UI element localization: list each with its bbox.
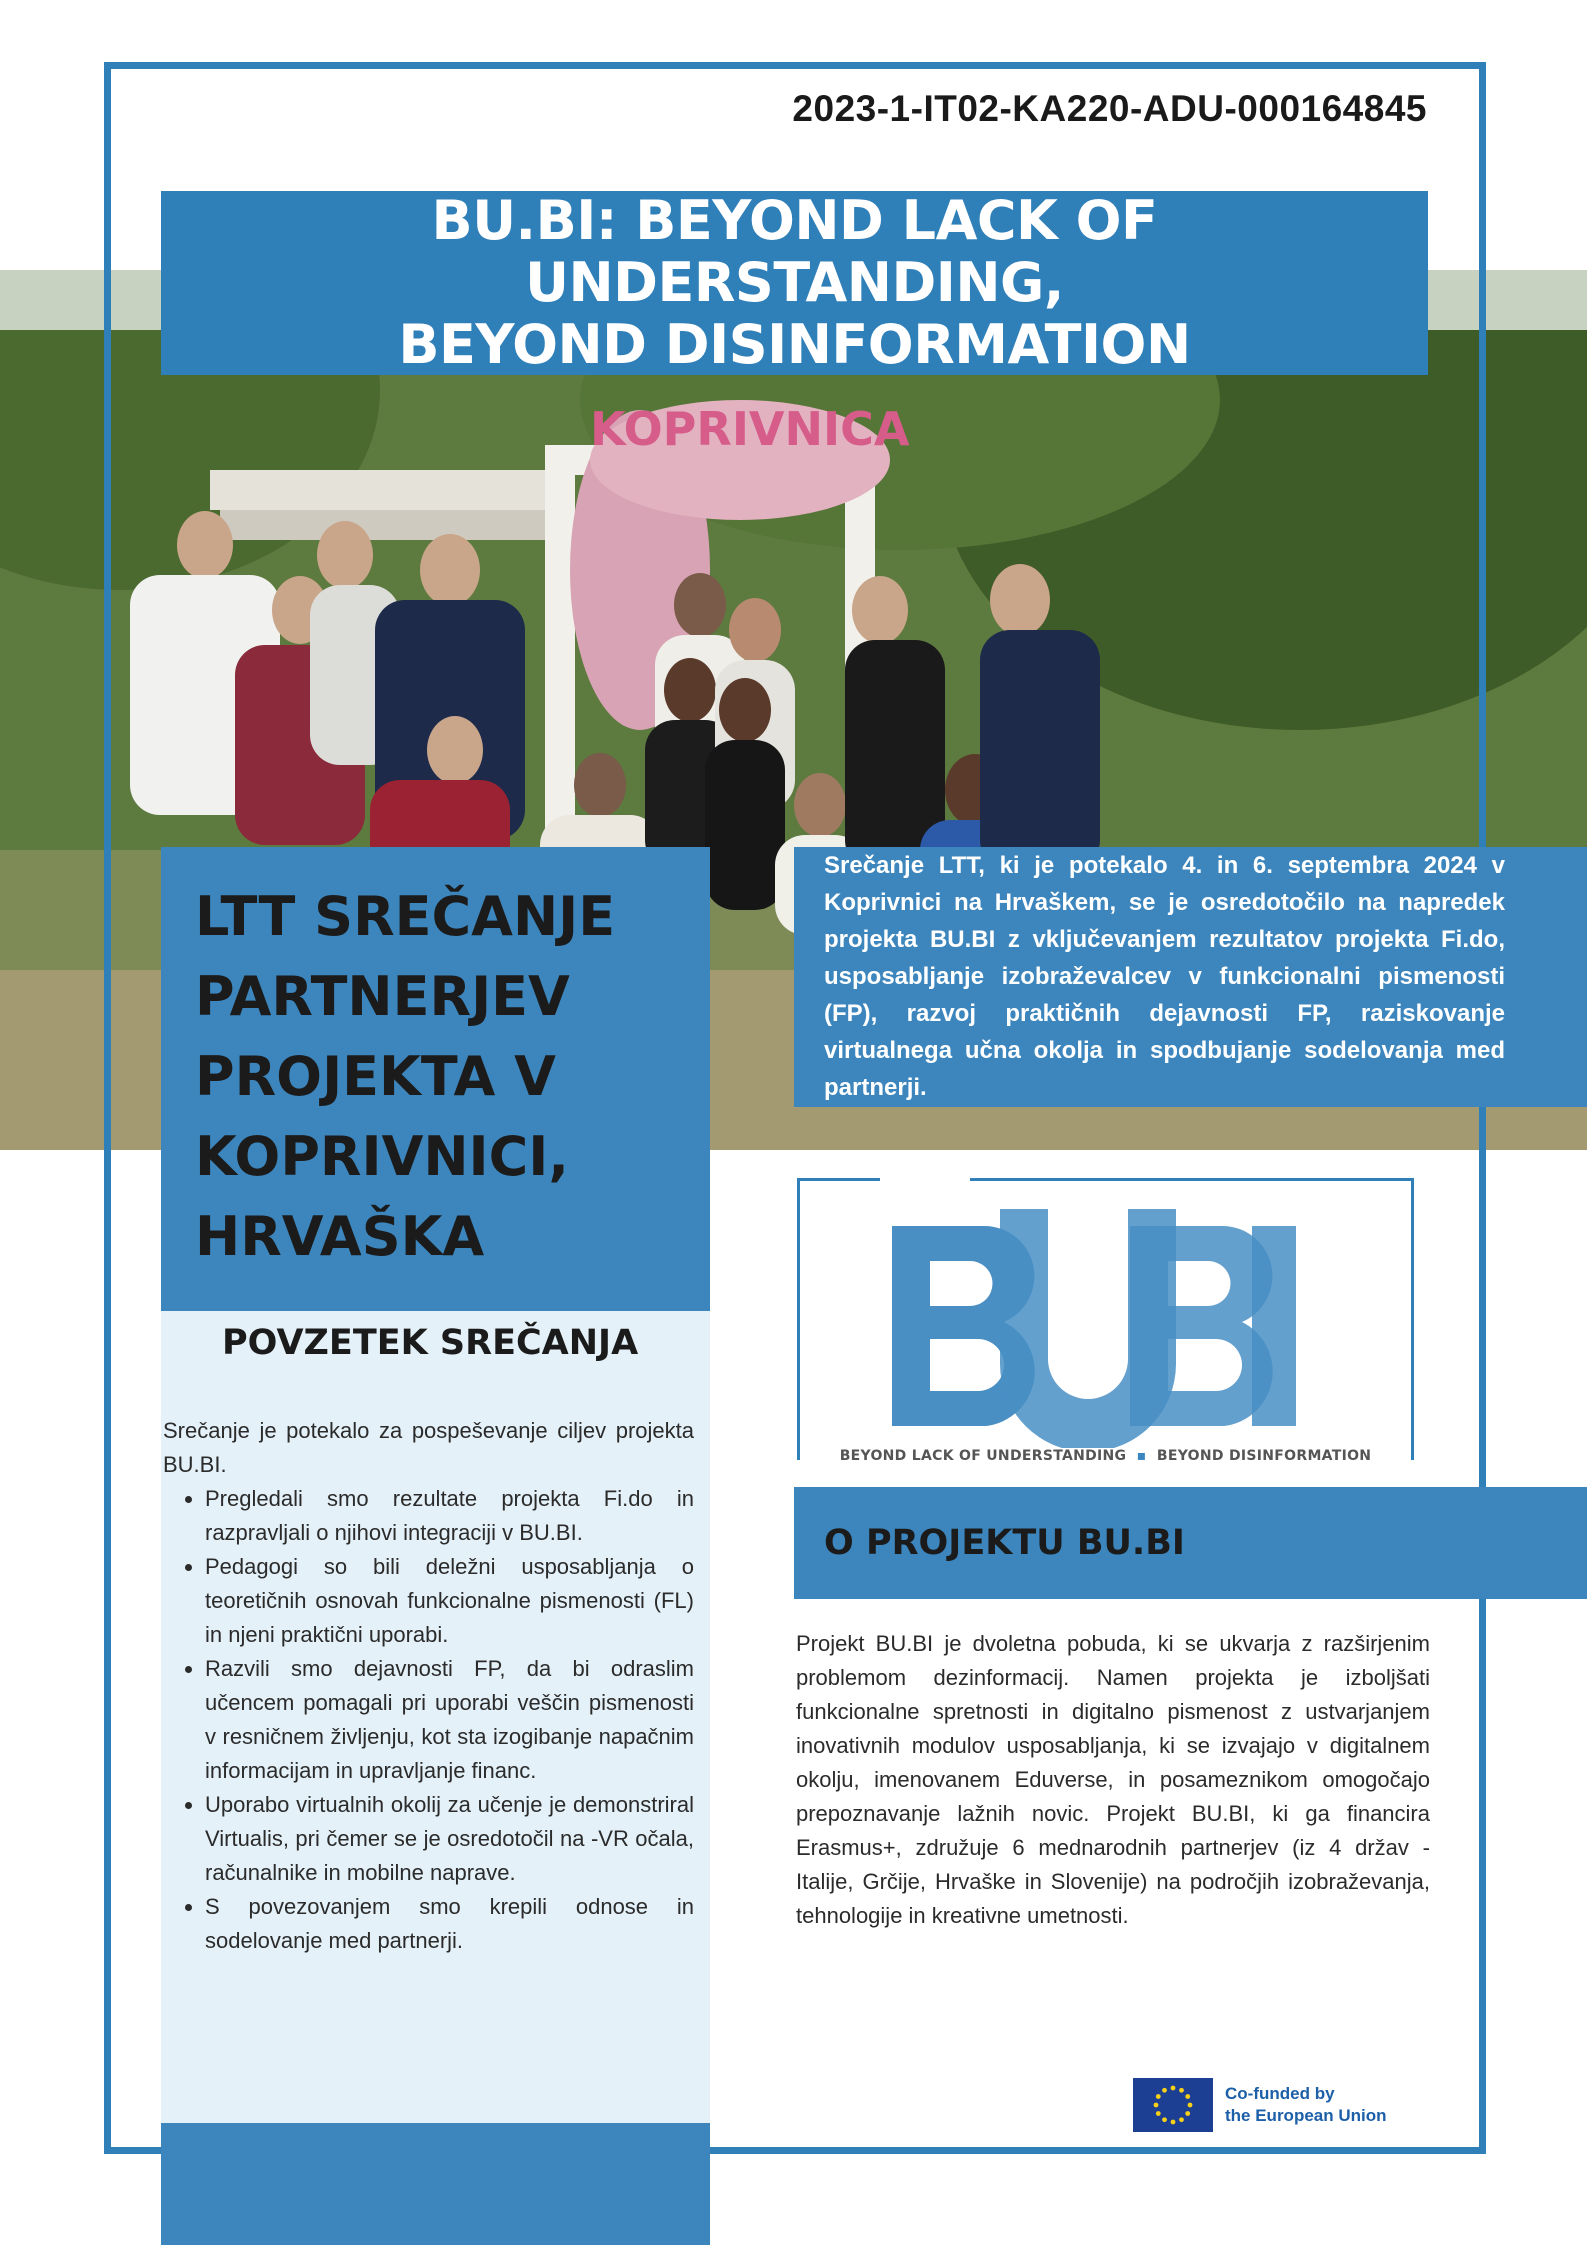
summary-heading: POVZETEK SREČANJA (222, 1323, 639, 1363)
eu-text (1225, 2083, 1387, 2127)
eu-text-line2: the European Union (1225, 2106, 1387, 2125)
about-heading-box (794, 1487, 1587, 1599)
summary-list (163, 1482, 694, 1958)
about-heading: O PROJEKTU BU.BI (824, 1523, 1185, 1563)
intro-box (794, 847, 1587, 1107)
ltt-heading: LTT SREČANJE PARTNERJEV PROJEKTA V KOPRIVNICI, HRVAŠKA (195, 885, 616, 1268)
logo-tagline-right: BEYOND DISINFORMATION (1156, 1448, 1372, 1464)
summary-lead: Srečanje je potekalo za pospeševanje ciljev projekta BU.BI. (163, 1418, 694, 1477)
summary-box (161, 1311, 710, 2123)
list-item: • Razvili smo dejavnosti FP, da bi odraslim učencem pomagali pri uporabi veščin pismenosti v resničnem življenju, kot sta izogibanje napačnim informacijam in upravljanje financ. (205, 1652, 694, 1788)
project-code: 2023-1-IT02-KA220-ADU-000164845 (792, 88, 1427, 129)
summary-bottom-bar (161, 2123, 710, 2245)
list-item: • S povezovanjem smo krepili odnose in sodelovanje med partnerji. (205, 1890, 694, 1958)
koprivnica-sign: KOPRIVNICA (590, 402, 910, 456)
title-banner (161, 191, 1428, 375)
bubi-logo-box (797, 1178, 1414, 1464)
list-item: • Pedagogi so bili deležni usposabljanja o teoretičnih osnovah funkcionalne pismenosti (FL) in njeni praktični uporabi. (205, 1550, 694, 1652)
eu-flag-icon (1133, 2078, 1213, 2132)
intro-text: Srečanje LTT, ki je potekalo 4. in 6. septembra 2024 v Koprivnici na Hrvaškem, se je osredotočilo na napredek projekta BU.BI z vključevanjem rezultatov projekta Fi.do, usposabljanje izobraževalcev v funkcionalni pismenosti (FP), razvoj praktičnih dejavnosti FP, raziskovanje virtualnega učna okolja in spodbujanje sodelovanja med partnerji. (824, 852, 1505, 1101)
logo-tagline-left: BEYOND LACK OF UNDERSTANDING (839, 1448, 1127, 1464)
bubi-logo-icon (800, 1181, 1411, 1457)
logo-separator: ▪ (1131, 1448, 1152, 1464)
list-item: • Uporabo virtualnih okolij za učenje je demonstriral Virtualis, pri čemer se je osredotočil na -VR očala, računalnike in mobilne naprave. (205, 1788, 694, 1890)
logo-tagline (800, 1448, 1411, 1464)
ltt-heading-box (161, 847, 710, 1311)
list-item: • Pregledali smo rezultate projekta Fi.do in razpravljali o njihovi integraciji v BU.BI. (205, 1482, 694, 1550)
eu-text-line1: Co-funded by (1225, 2084, 1335, 2103)
eu-cofunded-badge (1133, 2078, 1387, 2132)
about-text: Projekt BU.BI je dvoletna pobuda, ki se ukvarja z razširjenim problemom dezinformacij. Namen projekta je izboljšati funkcionalne spretnosti in digitalno pismenost z ustvarjanjem inovativnih modulov usposabljanja, ki se izvajajo v digitalnem okolju, imenovanem Eduverse, in posameznikom omogočajo prepoznavanje lažnih novic. Projekt BU.BI, ki ga financira Erasmus+, združuje 6 mednarodnih partnerjev (iz 4 držav - Italije, Grčije, Hrvaške in Slovenije) na področjih izobraževanja, tehnologije in kreativne umetnosti. (796, 1631, 1430, 1928)
page-title: BU.BI: BEYOND LACK OF UNDERSTANDING, BEYOND DISINFORMATION (398, 189, 1191, 376)
